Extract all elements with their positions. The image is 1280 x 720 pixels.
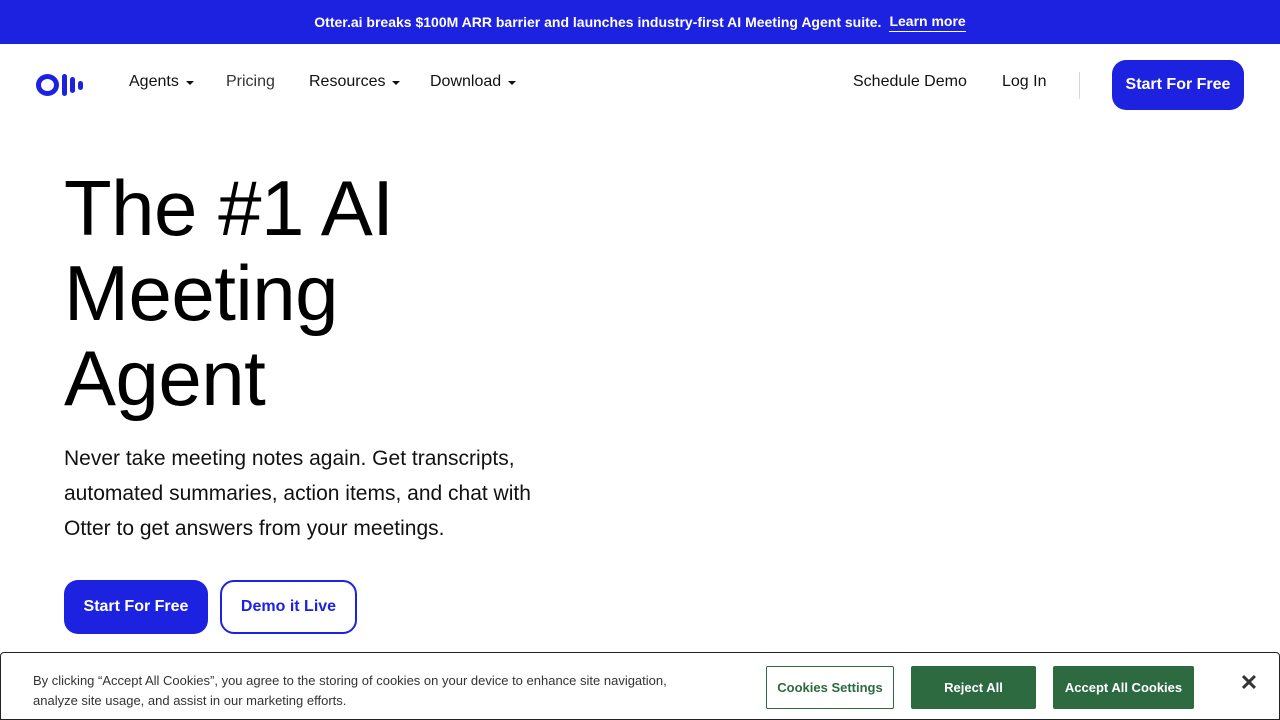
nav-item-label: Agents bbox=[129, 73, 179, 90]
demo-live-button[interactable]: Demo it Live bbox=[220, 580, 357, 634]
learn-more-link[interactable]: Learn more bbox=[889, 13, 965, 32]
nav-item-pricing[interactable] bbox=[226, 73, 275, 91]
nav-item-download[interactable] bbox=[430, 73, 516, 91]
reject-all-button[interactable]: Reject All bbox=[911, 666, 1036, 709]
announcement-text: Otter.ai breaks $100M ARR barrier and launches industry-first AI Meeting Agent suite. bbox=[314, 14, 882, 30]
nav-item-label: Download bbox=[430, 73, 502, 90]
hero-title bbox=[64, 166, 584, 421]
caret-down-icon bbox=[508, 81, 516, 85]
cookie-text: By clicking “Accept All Cookies”, you agree to the storing of cookies on your device to enhance site navigation, analyze site usage, and assist in our marketing efforts. bbox=[33, 673, 667, 708]
announcement-bar bbox=[0, 0, 1280, 44]
caret-down-icon bbox=[186, 81, 194, 85]
log-in-link[interactable]: Log In bbox=[1002, 73, 1047, 90]
nav-divider bbox=[1079, 72, 1080, 99]
cookie-banner bbox=[0, 652, 1280, 720]
top-navigation bbox=[0, 44, 1280, 124]
nav-item-agents[interactable] bbox=[129, 73, 194, 91]
otter-logo-icon[interactable] bbox=[36, 73, 94, 97]
hero-title-line: The #1 AI bbox=[64, 164, 394, 252]
nav-item-label: Pricing bbox=[226, 73, 275, 90]
hero-subtitle: Never take meeting notes again. Get transcripts, automated summaries, action items, and chat with Otter to get answers from your meetings. bbox=[64, 447, 531, 540]
hero-start-free-button[interactable]: Start For Free bbox=[64, 580, 208, 634]
nav-item-label: Resources bbox=[309, 73, 386, 90]
nav-item-resources[interactable] bbox=[309, 73, 400, 91]
schedule-demo-link[interactable]: Schedule Demo bbox=[853, 73, 967, 90]
hero-title-line: Meeting bbox=[64, 249, 338, 337]
hero-title-line: Agent bbox=[64, 334, 266, 422]
nav-start-free-button[interactable]: Start For Free bbox=[1112, 60, 1244, 110]
close-icon[interactable]: ✕ bbox=[1239, 670, 1259, 695]
caret-down-icon bbox=[392, 81, 400, 85]
accept-all-cookies-button[interactable]: Accept All Cookies bbox=[1053, 666, 1194, 709]
cookies-settings-button[interactable]: Cookies Settings bbox=[766, 666, 894, 709]
